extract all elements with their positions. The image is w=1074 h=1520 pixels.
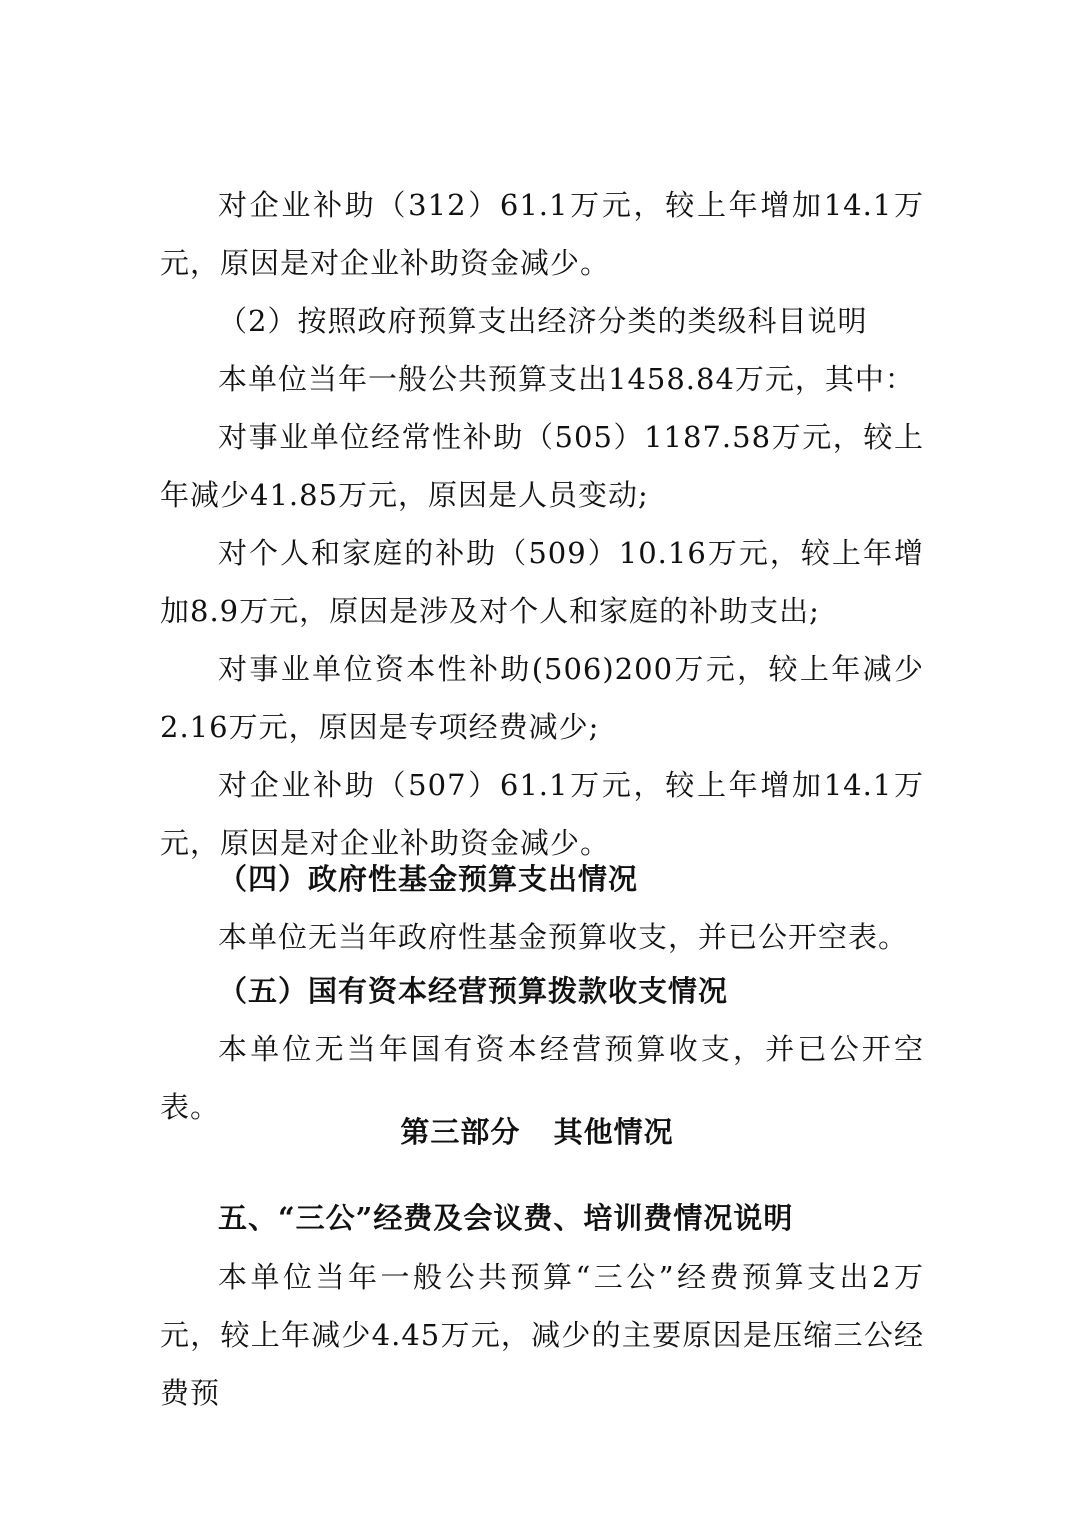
paragraph-economic-classification-heading: （2）按照政府预算支出经济分类的类级科目说明 xyxy=(218,304,868,338)
paragraph-enterprise-subsidy-507: 对企业补助（507）61.1万元，较上年增加14.1万元，原因是对企业补助资金减少。 xyxy=(160,768,924,860)
paragraph-household-subsidy: 对个人和家庭的补助（509）10.16万元，较上年增加8.9万元，原因是涉及对个人和家庭的补助支出; xyxy=(160,536,924,628)
part-three-title: 第三部分 其他情况 xyxy=(400,1115,674,1149)
heading-government-fund-budget: （四）政府性基金预算支出情况 xyxy=(218,862,639,896)
heading-three-public-expenses: 五、“三公”经费及会议费、培训费情况说明 xyxy=(218,1201,794,1235)
paragraph-state-capital-empty: 本单位无当年国有资本经营预算收支，并已公开空表。 xyxy=(160,1032,924,1124)
heading-state-capital-budget: （五）国有资本经营预算拨款收支情况 xyxy=(218,974,729,1008)
paragraph-government-fund-empty: 本单位无当年政府性基金预算收支，并已公开空表。 xyxy=(218,920,909,954)
paragraph-institution-regular-subsidy: 对事业单位经常性补助（505）1187.58万元，较上年减少41.85万元，原因是人员变动; xyxy=(160,420,924,512)
paragraph-enterprise-subsidy-312: 对企业补助（312）61.1万元，较上年增加14.1万元，原因是对企业补助资金减少。 xyxy=(160,188,924,280)
paragraph-institution-capital-subsidy: 对事业单位资本性补助(506)200万元，较上年减少2.16万元，原因是专项经费减少; xyxy=(160,652,924,744)
paragraph-three-public-expenses-budget: 本单位当年一般公共预算“三公”经费预算支出2万元，较上年减少4.45万元，减少的主要原因是压缩三公经费预 xyxy=(160,1260,924,1410)
paragraph-general-budget-total: 本单位当年一般公共预算支出1458.84万元，其中： xyxy=(218,362,915,396)
